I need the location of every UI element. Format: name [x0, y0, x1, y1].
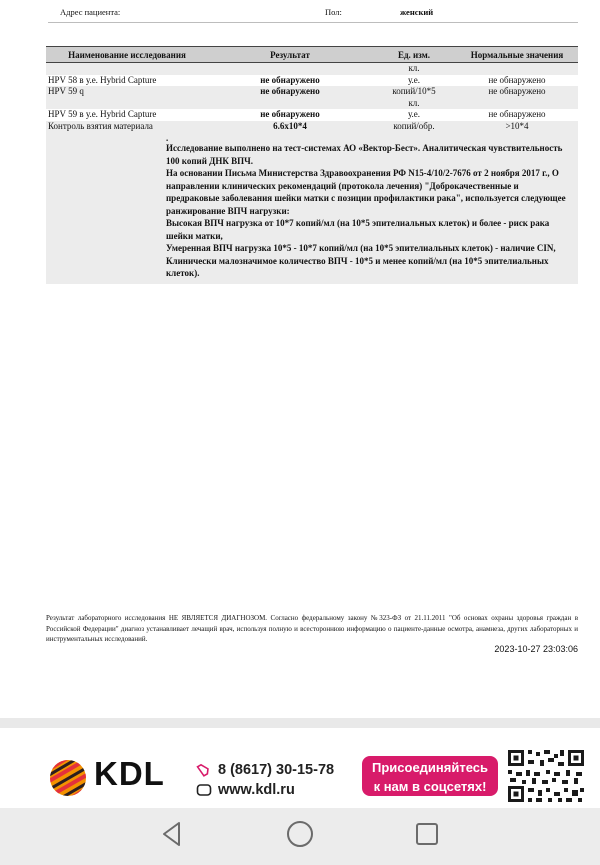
- table-row: [46, 75, 578, 87]
- table-row: [46, 86, 578, 98]
- cell-unit: копий/10*5: [372, 86, 456, 98]
- sex-value: женский: [400, 7, 434, 17]
- cell-norm: [456, 63, 578, 75]
- cell-unit: у.е.: [407, 74, 421, 85]
- cell-result: не обнаружено: [260, 109, 320, 119]
- note-line: Умеренная ВПЧ нагрузка 10*5 - 10*7 копий/мл (на 10*5 эпителиальных клеток) - наличие CIN,: [166, 243, 556, 253]
- note-line: На основании Письма Министерства Здравоохранения РФ N15-4/10/2-7676 от 2 ноября 2017 г., О направлении клинических рекомендаций (протокола лечения) "Доброкачественные и предраковые заболевания шейки матки с позиции профилактики рака", используется следующее ранжирование ВПЧ нагрузки:: [166, 168, 566, 216]
- cell-name: HPV 59 в у.е. Hybrid Capture: [48, 109, 157, 119]
- cell-name: [46, 63, 208, 75]
- table-row: [46, 98, 578, 110]
- cell-result: [208, 98, 372, 110]
- join-line-1: Присоединяйтесь: [372, 760, 488, 775]
- header-result: Результат: [208, 47, 372, 63]
- cell-unit: кл.: [372, 98, 456, 110]
- cell-result: не обнаружено: [208, 86, 372, 98]
- cell-unit: у.е.: [407, 109, 421, 119]
- kdl-logo-icon: [48, 758, 88, 798]
- table-row: [46, 63, 578, 75]
- globe-icon: [196, 782, 214, 798]
- results-table: [46, 46, 578, 284]
- patient-info-row: [48, 4, 578, 23]
- phone-icon: [196, 762, 214, 778]
- contacts-block: [196, 760, 334, 800]
- back-icon[interactable]: [154, 816, 190, 852]
- cell-name: Контроль взятия материала: [46, 121, 208, 133]
- cell-result: не обнаружено: [260, 74, 320, 85]
- join-line-2: к нам в соцсетях!: [373, 779, 487, 794]
- address-label: Адрес пациента:: [60, 7, 121, 17]
- interpretation-note: [46, 132, 578, 284]
- cell-norm: не обнаружено: [488, 109, 546, 119]
- disclaimer-text: Результат лабораторного исследования НЕ ЯВЛЯЕТСЯ ДИАГНОЗОМ. Согласно федеральному закону №323-ФЗ от 21.11.2011 "Об основах охраны здоровья граждан в Российской Федерации" диагноз устанавливает лечащий врач, используя полную и всестороннюю информацию о пациенте-данные осмотра, анамнеза, других лабораторных и инструментальных исследований.: [46, 614, 578, 643]
- phone-line[interactable]: [196, 760, 334, 780]
- cell-unit: кл.: [372, 63, 456, 75]
- table-row: [46, 121, 578, 133]
- report-timestamp: 2023-10-27 23:03:06: [494, 644, 578, 654]
- sex-label: Пол:: [325, 7, 342, 17]
- cell-result: [208, 63, 372, 75]
- note-line: Клинически малозначимое количество ВПЧ - 10*5 и менее копий/мл (на 10*5 эпителиальных клеток).: [166, 255, 549, 278]
- cell-name: HPV 59 q: [46, 86, 208, 98]
- kdl-ad-banner[interactable]: [0, 728, 600, 808]
- website-line[interactable]: [196, 780, 334, 800]
- qr-code-icon[interactable]: [506, 748, 586, 804]
- table-row: [46, 109, 578, 121]
- cell-name: [46, 98, 208, 110]
- kdl-brand: KDL: [94, 755, 165, 792]
- recents-icon[interactable]: [409, 816, 445, 852]
- system-nav-bar: [0, 808, 600, 865]
- cell-unit: копий/обр.: [372, 121, 456, 133]
- note-line: Высокая ВПЧ нагрузка от 10*7 копий/мл (на 10*5 эпителиальных клеток) и более - риск рака шейки матки,: [166, 218, 550, 241]
- header-norm: Нормальные значения: [456, 47, 578, 63]
- home-icon[interactable]: [282, 816, 318, 852]
- join-social-button[interactable]: [362, 756, 498, 796]
- phone-number: 8 (8617) 30-15-78: [218, 762, 335, 778]
- table-header-row: [46, 47, 578, 63]
- cell-norm: не обнаружено: [488, 74, 546, 85]
- header-test-name: Наименование исследования: [46, 47, 208, 63]
- cell-result: 6.6x10*4: [208, 121, 372, 133]
- cell-norm: >10*4: [456, 121, 578, 133]
- cell-norm: не обнаружено: [456, 86, 578, 98]
- cell-norm: [456, 98, 578, 110]
- note-dot: .: [166, 133, 169, 143]
- note-row: [46, 132, 578, 284]
- note-line: Исследование выполнено на тест-системах АО «Вектор-Бест». Аналитическая чувствительность 100 копий ДНК ВПЧ.: [166, 143, 563, 166]
- cell-name: HPV 58 в у.е. Hybrid Capture: [48, 74, 157, 85]
- header-unit: Ед. изм.: [372, 47, 456, 63]
- website-link: www.kdl.ru: [218, 782, 295, 798]
